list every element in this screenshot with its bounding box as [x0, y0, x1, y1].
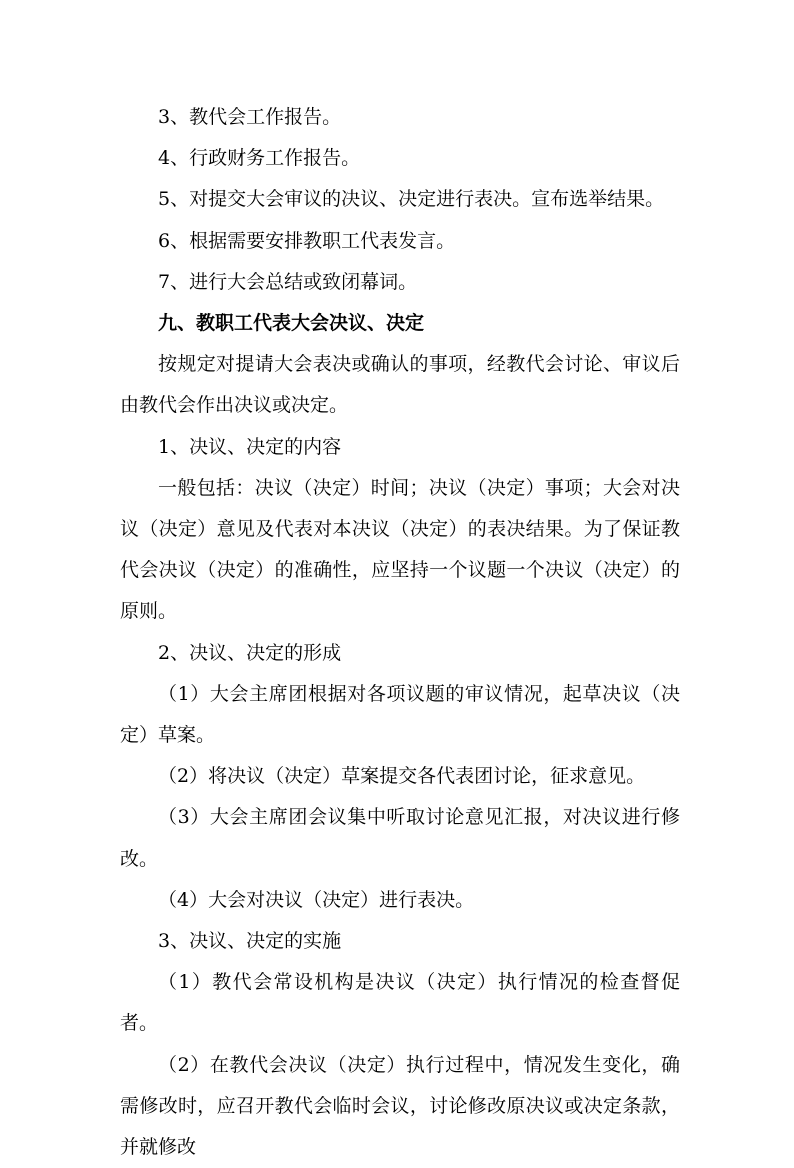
section-heading: 九、教职工代表大会决议、决定 — [158, 312, 425, 335]
list-item: 7、进行大会总结或致闭幕词。 — [158, 270, 418, 293]
subsection-heading: 1、决议、决定的内容 — [158, 435, 342, 458]
list-item: 3、教代会工作报告。 — [158, 106, 342, 128]
list-item: （2）将决议（决定）草案提交各代表团讨论，征求意见。 — [158, 765, 646, 788]
list-item: （2）在教代会决议（决定）执行过程中，情况发生变化，确需修改时，应召开教代会临时会议，讨论修改原决议或决定条款，并就修改 — [120, 1053, 680, 1159]
list-item: （1）教代会常设机构是决议（决定）执行情况的检查督促者。 — [120, 971, 680, 1035]
list-item: 6、根据需要安排教职工代表发言。 — [158, 229, 456, 252]
list-item: 5、对提交大会审议的决议、决定进行表决。宣布选举结果。 — [158, 188, 665, 211]
list-item: （3）大会主席团会议集中听取讨论意见汇报，对决议进行修改。 — [120, 806, 680, 870]
body-paragraph: 一般包括：决议（决定）时间；决议（决定）事项；大会对决议（决定）意见及代表对本决议（决定）的表决结果。为了保证教代会决议（决定）的准确性，应坚持一个议题一个决议（决定）的原则。 — [120, 476, 680, 623]
subsection-heading: 2、决议、决定的形成 — [158, 641, 342, 664]
body-paragraph: 按规定对提请大会表决或确认的事项，经教代会讨论、审议后由教代会作出决议或决定。 — [120, 353, 680, 417]
subsection-heading: 3、决议、决定的实施 — [158, 930, 342, 953]
document-body — [120, 97, 680, 1168]
list-item: （4）大会对决议（决定）进行表决。 — [158, 888, 475, 911]
list-item: （1）大会主席团根据对各项议题的审议情况，起草决议（决定）草案。 — [120, 682, 680, 747]
list-item: 4、行政财务工作报告。 — [158, 147, 361, 170]
